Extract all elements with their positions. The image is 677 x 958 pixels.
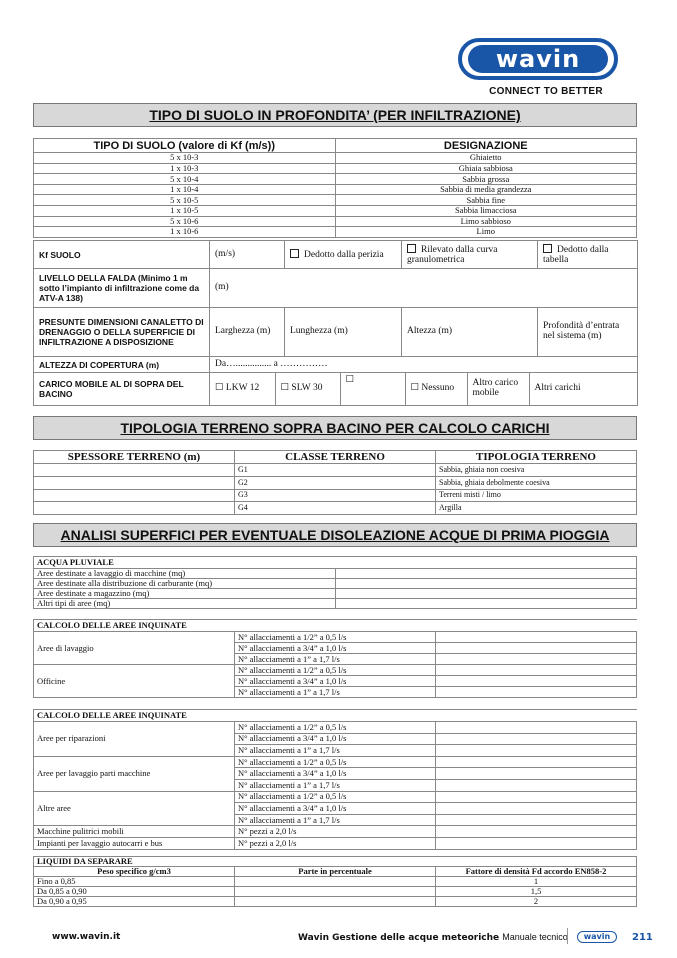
table-row [34, 227, 637, 238]
value-field[interactable] [436, 826, 637, 838]
table-row [34, 897, 637, 907]
header-row [34, 139, 637, 153]
lunghezza-field[interactable]: Lunghezza (m) [285, 308, 402, 357]
falda-field[interactable]: (m) [210, 269, 638, 308]
table-row [34, 569, 637, 579]
value-field[interactable] [436, 632, 637, 643]
value-field[interactable] [436, 643, 637, 654]
area-label: Aree destinate alla distribuzione di carburante (mq) [34, 579, 336, 589]
table-row [34, 877, 637, 887]
kf-value-cell: 5 x 10-6 [34, 216, 336, 227]
fattore-cell: 1 [436, 877, 637, 887]
area-name: Aree per lavaggio parti macchine [34, 756, 235, 791]
section-title-analysis: ANALISI SUPERFICI PER EVENTUALE DISOLEAZIONE ACQUE DI PRIMA PIOGGIA [33, 523, 637, 547]
pluviale-table [33, 556, 637, 609]
wavin-logo: wavin [458, 38, 618, 80]
falda-label: LIVELLO DELLA FALDA (Minimo 1 m sotto l’impianto di infiltrazione come da ATV-A 138) [34, 269, 210, 308]
kf-value-cell: 1 x 10-6 [34, 227, 336, 238]
area-label: Aree destinate a lavaggio di macchine (mq) [34, 569, 336, 579]
carico-altri[interactable]: Altri carichi [534, 383, 581, 394]
value-field[interactable] [436, 756, 637, 768]
title-row [34, 557, 637, 569]
connection-label: N° allacciamenti a 1” a 1,7 l/s [235, 745, 436, 757]
connection-label: N° allacciamenti a 3/4” a 1,0 l/s [235, 676, 436, 687]
table-row [34, 489, 637, 502]
footer-divider [567, 928, 568, 944]
title-row [34, 620, 637, 632]
area-name: Officine [34, 665, 235, 698]
classe-cell: G3 [235, 489, 436, 502]
soil-table [33, 138, 637, 238]
terrain-table [33, 450, 637, 515]
connection-label: N° allacciamenti a 3/4” a 1,0 l/s [235, 643, 436, 654]
value-field[interactable] [436, 654, 637, 665]
connection-label: N° allacciamenti a 1/2” a 0,5 l/s [235, 791, 436, 803]
table-row [34, 579, 637, 589]
kf-value-cell: 1 x 10-3 [34, 163, 336, 174]
value-field[interactable] [436, 687, 637, 698]
value-field[interactable] [436, 733, 637, 745]
area-value-field[interactable] [335, 599, 637, 609]
connection-label: N° allacciamenti a 1/2” a 0,5 l/s [235, 756, 436, 768]
column-header: SPESSORE TERRENO (m) [34, 451, 235, 464]
header-row [34, 451, 637, 464]
connection-label: N° allacciamenti a 1/2” a 0,5 l/s [235, 722, 436, 734]
peso-cell: Fino a 0,85 [34, 877, 235, 887]
designation-cell: Sabbia grossa [335, 174, 637, 185]
column-header: TIPOLOGIA TERRENO [436, 451, 637, 464]
table-row [34, 887, 637, 897]
connection-label: N° allacciamenti a 3/4” a 1,0 l/s [235, 803, 436, 815]
value-field[interactable] [436, 814, 637, 826]
inquinate-table-2 [33, 709, 637, 850]
area-value-field[interactable] [335, 579, 637, 589]
pluviale-title: ACQUA PLUVIALE [34, 557, 637, 569]
spessore-cell[interactable] [34, 476, 235, 489]
footer-url[interactable]: www.wavin.it [52, 932, 121, 942]
connection-label: N° allacciamenti a 1” a 1,7 l/s [235, 687, 436, 698]
spessore-cell[interactable] [34, 464, 235, 477]
column-header: DESIGNAZIONE [335, 139, 637, 153]
section-title-terrain: TIPOLOGIA TERRENO SOPRA BACINO PER CALCOLO CARICHI [33, 416, 637, 440]
column-header: TIPO DI SUOLO (valore di Kf (m/s)) [34, 139, 336, 153]
value-field[interactable] [436, 722, 637, 734]
table-row [34, 184, 637, 195]
connection-label: N° pezzi a 2,0 l/s [235, 837, 436, 849]
copertura-label: ALTEZZA DI COPERTURA (m) [34, 357, 210, 373]
value-field[interactable] [436, 665, 637, 676]
connection-label: N° allacciamenti a 1/2” a 0,5 l/s [235, 665, 436, 676]
kf-option-curva[interactable]: Rilevato dalla curva granulometrica [402, 241, 538, 269]
dim-label: PRESUNTE DIMENSIONI CANALETTO DI DRENAGGIO O DELLA SUPERFICIE DI INFILTRAZIONE A DISPOSIZIONE [34, 308, 210, 357]
designation-cell: Ghiaia sabbiosa [335, 163, 637, 174]
value-field[interactable] [436, 779, 637, 791]
table-row [34, 502, 637, 515]
table-row [34, 632, 637, 643]
table-row [34, 791, 637, 803]
tipologia-cell: Sabbia, ghiaia debolmente coesiva [436, 476, 637, 489]
designation-cell: Ghiaietto [335, 153, 637, 164]
classe-cell: G1 [235, 464, 436, 477]
connection-label: N° allacciamenti a 1/2” a 0,5 l/s [235, 632, 436, 643]
connection-label: N° allacciamenti a 1” a 1,7 l/s [235, 814, 436, 826]
table-row [34, 837, 637, 849]
fattore-cell: 2 [436, 897, 637, 907]
profondita-field[interactable]: Profondità d’entrata nel sistema (m) [538, 308, 638, 357]
designation-cell: Limo sabbioso [335, 216, 637, 227]
table-row [34, 216, 637, 227]
percentuale-field[interactable] [235, 897, 436, 907]
kf-option-perizia[interactable]: Dedotto dalla perizia [285, 241, 402, 269]
inquinate-title: CALCOLO DELLE AREE INQUINATE [34, 710, 637, 722]
spessore-cell[interactable] [34, 502, 235, 515]
peso-cell: Da 0,85 a 0,90 [34, 887, 235, 897]
column-header: Parte in percentuale [235, 867, 436, 877]
connection-label: N° allacciamenti a 1” a 1,7 l/s [235, 654, 436, 665]
fattore-cell: 1,5 [436, 887, 637, 897]
table-row [34, 205, 637, 216]
liquidi-title: LIQUIDI DA SEPARARE [34, 857, 637, 867]
checkbox[interactable] [290, 249, 299, 258]
designation-cell: Sabbia di media grandezza [335, 184, 637, 195]
table-row [34, 756, 637, 768]
percentuale-field[interactable] [235, 887, 436, 897]
liquidi-table [33, 856, 637, 907]
carico-lkw12[interactable]: ☐ LKW 12 [210, 373, 275, 405]
larghezza-field[interactable]: Larghezza (m) [210, 308, 285, 357]
designation-cell: Sabbia fine [335, 195, 637, 206]
designation-cell: Limo [335, 227, 637, 238]
kf-value-cell: 5 x 10-5 [34, 195, 336, 206]
value-field[interactable] [436, 676, 637, 687]
kf-value-cell: 1 x 10-5 [34, 205, 336, 216]
kf-option-tabella[interactable]: Dedotto dalla tabella [538, 241, 638, 269]
inquinate-title: CALCOLO DELLE AREE INQUINATE [34, 620, 637, 632]
tagline: CONNECT TO BETTER [489, 86, 603, 97]
section-title-soil: TIPO DI SUOLO IN PROFONDITA’ (PER INFILTRAZIONE) [33, 103, 637, 127]
carico-label: CARICO MOBILE AL DI SOPRA DEL BACINO [34, 373, 210, 406]
area-value-field[interactable] [335, 569, 637, 579]
params-table [33, 240, 638, 406]
kf-value-cell: 5 x 10-3 [34, 153, 336, 164]
area-name: Macchine pulitrici mobili [34, 826, 235, 838]
connection-label: N° allacciamenti a 3/4” a 1,0 l/s [235, 768, 436, 780]
area-name: Aree di lavaggio [34, 632, 235, 665]
connection-label: N° pezzi a 2,0 l/s [235, 826, 436, 838]
tipologia-cell: Argilla [436, 502, 637, 515]
tipologia-cell: Sabbia, ghiaia non coesiva [436, 464, 637, 477]
carico-slw30[interactable]: ☐ SLW 30 [275, 373, 340, 405]
table-row [34, 153, 637, 164]
connection-label: N° allacciamenti a 3/4” a 1,0 l/s [235, 733, 436, 745]
table-row [34, 665, 637, 676]
value-field[interactable] [436, 837, 637, 849]
value-field[interactable] [436, 768, 637, 780]
value-field[interactable] [436, 803, 637, 815]
table-row [34, 163, 637, 174]
classe-cell: G2 [235, 476, 436, 489]
table-row [34, 464, 637, 477]
title-row [34, 857, 637, 867]
table-row [34, 722, 637, 734]
area-label: Aree destinate a magazzino (mq) [34, 589, 336, 599]
kf-label: Kf SUOLO [34, 241, 210, 269]
connection-label: N° allacciamenti a 1” a 1,7 l/s [235, 779, 436, 791]
carico-nessuno[interactable]: ☐ Nessuno [405, 373, 467, 405]
percentuale-field[interactable] [235, 877, 436, 887]
table-row [34, 476, 637, 489]
value-field[interactable] [436, 745, 637, 757]
tipologia-cell: Terreni misti / limo [436, 489, 637, 502]
column-header: Fattore di densità Fd accordo EN858-2 [436, 867, 637, 877]
designation-cell: Sabbia limacciosa [335, 205, 637, 216]
classe-cell: G4 [235, 502, 436, 515]
area-name: Aree per riparazioni [34, 722, 235, 757]
kf-value-cell: 5 x 10-4 [34, 174, 336, 185]
table-row [34, 195, 637, 206]
area-name: Impianti per lavaggio autocarri e bus [34, 837, 235, 849]
area-name: Altre aree [34, 791, 235, 826]
footer-logo: wavin [577, 931, 617, 943]
copertura-field[interactable]: Da…............... a …………… [210, 357, 638, 373]
carico-altro-mobile[interactable]: Altro carico mobile [467, 373, 529, 405]
page-number: 211 [632, 932, 653, 943]
spessore-cell[interactable] [34, 489, 235, 502]
area-label: Altri tipi di aree (mq) [34, 599, 336, 609]
header-row [34, 867, 637, 877]
checkbox[interactable] [543, 244, 552, 253]
peso-cell: Da 0,90 a 0,95 [34, 897, 235, 907]
area-value-field[interactable] [335, 589, 637, 599]
carico-blank[interactable]: ☐ [340, 373, 405, 405]
footer-title: Wavin Gestione delle acque meteoriche Manuale tecnico [298, 932, 568, 943]
table-row [34, 599, 637, 609]
column-header: Peso specifico g/cm3 [34, 867, 235, 877]
checkbox[interactable] [407, 244, 416, 253]
kf-unit: (m/s) [210, 241, 285, 269]
inquinate-table-1 [33, 619, 637, 698]
table-row [34, 174, 637, 185]
table-row [34, 826, 637, 838]
value-field[interactable] [436, 791, 637, 803]
kf-value-cell: 1 x 10-4 [34, 184, 336, 195]
altezza-field[interactable]: Altezza (m) [402, 308, 538, 357]
column-header: CLASSE TERRENO [235, 451, 436, 464]
title-row [34, 710, 637, 722]
table-row [34, 589, 637, 599]
